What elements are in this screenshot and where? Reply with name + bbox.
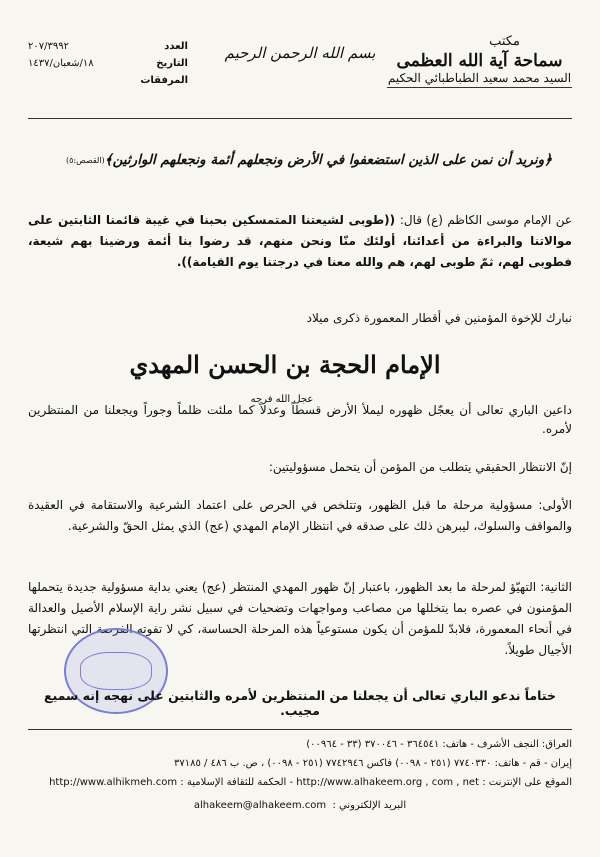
number-value: ٢٠٧/٣٩٩٢: [28, 41, 69, 52]
hadith-paragraph: [28, 210, 572, 273]
hadith-intro: عن الإمام موسى الكاظم (ع) قال:: [399, 213, 572, 227]
paragraph-2: إنّ الانتظار الحقيقي يتطلب من المؤمن أن يتحمل مسؤوليتين:: [268, 460, 572, 474]
hadith-text: ((طوبى لشيعتنا المتمسكين بحبنا في غيبة قائمنا الثابتين على موالاتنا والبراءة من أعدائنا، أولئك منّا ونحن منهم، قد رضوا بنا أئمة ورضينا بهم شيعة، فطوبى لهم، ثمّ طوبى لهم، هم والله معنا في درجتنا يوم القيامة)).: [28, 213, 572, 269]
quran-verse: [40, 152, 570, 168]
footer-divider: [28, 729, 572, 730]
verse-text: ﴿ونريد أن نمن على الذين استضعفوا في الأرض ونجعلهم أئمة ونجعلهم الوارثين﴾: [104, 152, 553, 168]
email-link[interactable]: alhakeem@alhakeem.com: [193, 800, 327, 811]
imam-salutation: عجل الله فرجه: [250, 394, 314, 405]
basmala: بسم الله الرحمن الرحيم: [224, 44, 376, 62]
email-label: البريد الإلكتروني :: [332, 800, 407, 811]
letterhead: [387, 34, 572, 88]
paragraph-4: الثانية: التهيّؤ لمرحلة ما بعد الظهور، باعتبار إنّ ظهور المهدي المنتظر (عج) يعني بداية مسؤولية جديدة يتحملها المؤمنون في عصره بما يتخللها من مصاعب ومواجهات وتضحيات في سبيل نشر راية الإسلام الأصيل والعدالة في أنحاء المعمورة، فلابدّ للمؤمن أن يكون مستوعياً هذه المرحلة الحساسة، كي لا تفوته الفرصة التي انتظرتها الأجيال طويلاً.: [28, 580, 572, 657]
imam-name: الإمام الحجة بن الحسن المهدي: [129, 350, 441, 379]
office-label: مكتب: [489, 34, 520, 49]
date-label: التاريخ: [156, 58, 188, 69]
website-label: الموقع على الإنترنت :: [482, 777, 572, 788]
congratulations-line: نبارك للإخوة المؤمنين في أقطار المعمورة ذكرى ميلاد: [306, 311, 572, 325]
footer-iran: إيران - قم - هاتف: ٧٧٤٠٣٣٠ (٢٥١ - ٠٠٩٨) فاكس ٧٧٤٢٩٤٦ (٢٥١ - ٠٠٩٨) ، ص. ب ٤٨٦ / ٣٧١٨٥: [174, 758, 572, 769]
website-link-1[interactable]: http://www.alhakeem.org , com , net: [296, 777, 480, 788]
attachments-label: المرفقات: [140, 75, 188, 86]
closing-prayer: ختاماً ندعو الباري تعالى أن يجعلنا من المنتظرين لأمره والثابتين على نهجه إنه سميع مجيب.: [44, 688, 556, 718]
imam-heading: [120, 350, 450, 408]
paragraph-1: داعين الباري تعالى أن يعجّل ظهوره ليملأ الأرض قسطاً وعدلاً كما ملئت ظلماً وجوراً ويجعلنا من المنتظرين لأمره.: [28, 403, 572, 436]
footer-email: [28, 796, 572, 815]
website-link-2[interactable]: http://www.alhikmeh.com: [49, 777, 178, 788]
verse-reference: (القصص:٥): [65, 155, 105, 165]
header-divider: [28, 118, 572, 119]
letterhead-name: السيد محمد سعيد الطباطبائي الحكيم: [387, 71, 572, 88]
reference-block: [28, 38, 188, 89]
footer-websites: الموقع على الإنترنت : http://www.alhakeem.org , com , net - الحكمة للثقافة الإسلامية : http://www.alhikmeh.com: [28, 773, 572, 792]
contact-footer: [28, 735, 572, 815]
number-label: العدد: [164, 41, 188, 52]
culture-label: الحكمة للثقافة الإسلامية :: [180, 777, 287, 788]
paragraph-3: الأولى: مسؤولية مرحلة ما قبل الظهور، وتتلخص في الحرص على اعتماد الشرعية والاستقامة في العقيدة والمواقف والسلوك، ليبرهن ذلك على صدقه في انتظار الإمام المهدي (عج) الذي يمثل الحقّ والشرعية.: [28, 498, 572, 533]
letterhead-title: سماحة آية الله العظمى: [396, 51, 563, 71]
date-value: ١٨/شعبان/١٤٣٧: [28, 58, 94, 69]
footer-iraq: العراق: النجف الأشرف - هاتف: ٣٦٤٥٤١ - ٣٧٠٠٤٦ (٣٣ - ٠٠٩٦٤): [306, 739, 572, 750]
